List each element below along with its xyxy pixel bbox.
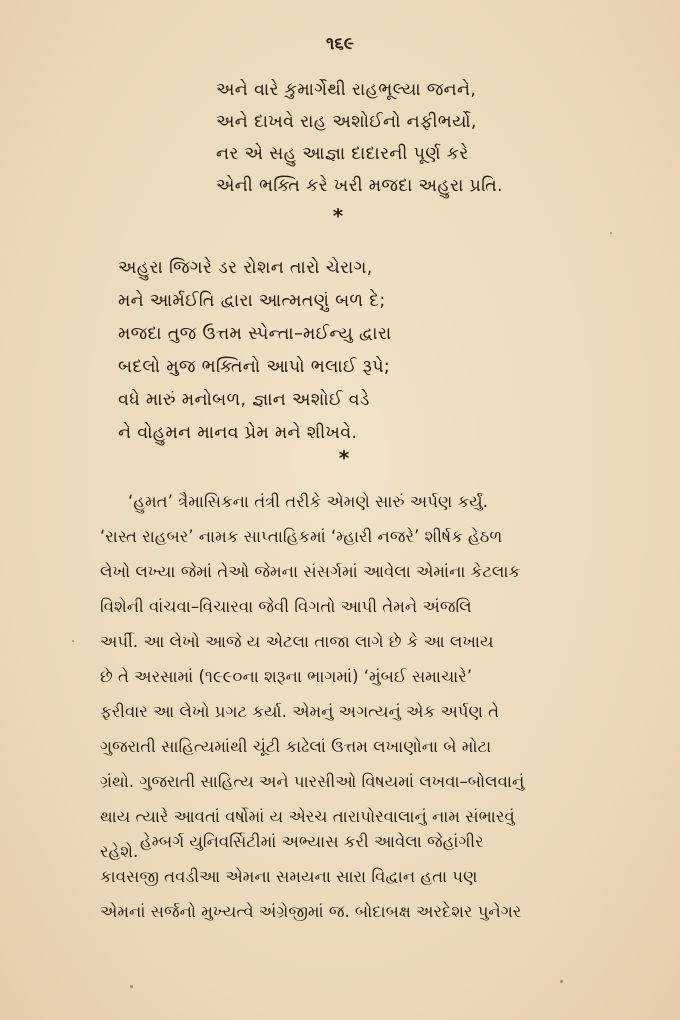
- verse-stanza-1: [216, 74, 503, 202]
- verse-stanza-2: [118, 252, 392, 450]
- paragraph-line: ‘હુમત’ ત્રૈમાસિકના તંત્રી તરીકે એમણે સારું અર્પણ કર્યું.: [128, 492, 488, 511]
- prose-paragraph-2: [100, 824, 640, 929]
- verse-line: અને વારે કુમાર્ગેથી રાહભૂલ્યા જનને,: [216, 80, 477, 100]
- prose-paragraph-1: [100, 484, 640, 869]
- paragraph-line: થાય ત્યારે આવતાં વર્ષોમાં ય એરચ તારાપોરવાલાનું નામ સંભારવું: [100, 807, 515, 826]
- paragraph-line: એમનાં સર્જનો મુખ્યત્વે અંગ્રેજીમાં જ. બોદાબક્ષ અરદેશર પુનેગર: [100, 902, 522, 921]
- verse-line: મજદા તુજ ઉત્તમ સ્પેન્તા–મઈન્યુ દ્વારા: [118, 324, 392, 344]
- paragraph-line: ‘રાસ્ત રાહબર’ નામક સાપ્તાહિકમાં ‘મ્હારી નજરે’ શીર્ષક હેઠળ: [100, 527, 503, 546]
- paragraph-line: ગ્રંથો. ગુજરાતી સાહિત્ય અને પારસીઓ વિષયમાં લખવા–બોલવાનું: [100, 772, 525, 791]
- paper-speck: [130, 985, 133, 988]
- paper-speck: [72, 640, 74, 642]
- verse-line: વધે મારું મનોબળ, જ્ઞાન અશોઈ વડે: [118, 390, 370, 410]
- verse-line: એની ભક્તિ કરે ખરી મજદા અહુરા પ્રતિ.: [216, 176, 503, 196]
- paragraph-line: ફરીવાર આ લેખો પ્રગટ કર્યા. એમનું અગત્યનું એક અર્પણ તે: [100, 702, 500, 721]
- paragraph-line: રહેશે.: [100, 842, 139, 861]
- verse-line: નર એ સહુ આજ્ઞા દાદારની પૂર્ણ કરે: [216, 144, 469, 164]
- paragraph-line: અર્પી. આ લેખો આજે ય એટલા તાજા લાગે છે કે આ લખાય: [100, 632, 494, 651]
- verse-line: અહુરા જિગરે ડર રોશન તારો ચેરાગ,: [118, 258, 373, 278]
- paragraph-line: ગુજરાતી સાહિત્યમાંથી ચૂંટી કાઢેલાં ઉત્તમ લખાણોના બે મોટા: [100, 737, 492, 756]
- paragraph-line: હેમ્બર્ગ યુનિવર્સિટીમાં અભ્યાસ કરી આવેલા જેહાંગીર: [140, 832, 484, 851]
- asterisk-divider: *: [338, 446, 350, 470]
- verse-line: ને વોહુમન માનવ પ્રેમ મને શીખવે.: [118, 423, 358, 443]
- paragraph-line: લેખો લખ્યા જેમાં તેઓ જેમના સંસર્ગમાં આવેલા એમાંના કેટલાક: [100, 562, 521, 581]
- paper-speck: [560, 980, 563, 983]
- paragraph-line: વિશેની વાંચવા–વિચારવા જેવી વિગતો આપી તેમને અંજલિ: [100, 597, 472, 616]
- paragraph-line: કાવસજી તવડીઆ એમના સમયના સારા વિદ્વાન હતા પણ: [100, 867, 478, 886]
- verse-line: અને દાખવે રાહ અશોઈનો નફીભર્યો,: [216, 112, 477, 132]
- paragraph-line: છે તે અરસામાં (૧૯૯૦ના શરૂના ભાગમાં) ‘મુંબઈ સમાચારે’: [100, 667, 472, 686]
- verse-line: મને આર્મઈતિ દ્વારા આત્મતણું બળ દે;: [118, 291, 386, 311]
- paper-speck: [610, 232, 612, 234]
- verse-line: બદલો મુજ ભક્તિનો આપો ભલાઈ રૂપે;: [118, 357, 391, 377]
- asterisk-divider: *: [332, 204, 344, 228]
- page-number: ૧૬૯: [326, 34, 354, 54]
